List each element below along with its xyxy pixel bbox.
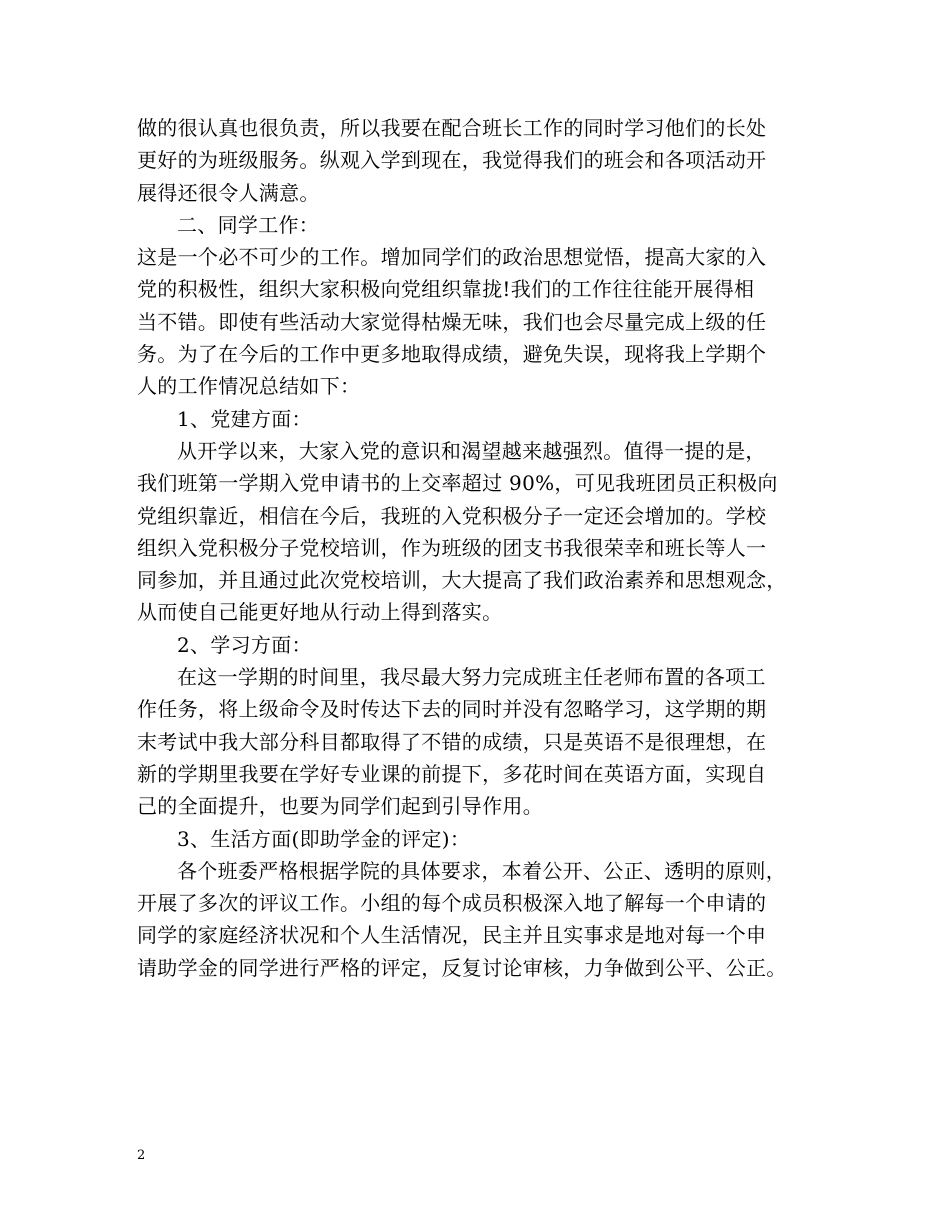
document-body	[137, 112, 827, 984]
text-line: 末考试中我大部分科目都取得了不错的成绩，只是英语不是很理想，在	[137, 729, 767, 754]
text-line: 务。为了在今后的工作中更多地取得成绩，避免失误，现将我上学期个	[137, 342, 767, 367]
text-line: 当不错。即使有些活动大家觉得枯燥无味，我们也会尽量完成上级的任	[137, 309, 767, 334]
text-line: 人的工作情况总结如下：	[137, 374, 361, 399]
text-line: 作任务，将上级命令及时传达下去的同时并没有忽略学习，这学期的期	[137, 697, 767, 722]
text-line: 同参加，并且通过此次党校培训，大大提高了我们政治素养和思想观念，	[137, 568, 787, 593]
text-line: 组织入党积极分子党校培训，作为班级的团支书我很荣幸和班长等人一	[137, 535, 767, 560]
text-line: 从而使自己能更好地从行动上得到落实。	[137, 600, 503, 625]
text-line: 开展了多次的评议工作。小组的每个成员积极深入地了解每一个申请的	[137, 891, 767, 916]
text-line: 请助学金的同学进行严格的评定，反复讨论审核，力争做到公平、公正。	[137, 955, 787, 980]
text-line: 这是一个必不可少的工作。增加同学们的政治思想觉悟，提高大家的入	[137, 245, 767, 270]
text-line: 新的学期里我要在学好专业课的前提下，多花时间在英语方面，实现自	[137, 761, 767, 786]
text-line: 我们班第一学期入党申请书的上交率超过 90%，可见我班团员正积极向	[137, 471, 778, 496]
text-line: 更好的为班级服务。纵观入学到现在，我觉得我们的班会和各项活动开	[137, 148, 767, 173]
text-line: 己的全面提升，也要为同学们起到引导作用。	[137, 794, 543, 819]
text-line: 党组织靠近，相信在今后，我班的入党积极分子一定还会增加的。学校	[137, 503, 767, 528]
text-line: 各个班委严格根据学院的具体要求，本着公开、公正、透明的原则，	[177, 858, 786, 883]
text-line: 从开学以来，大家入党的意识和渴望越来越强烈。值得一提的是，	[177, 438, 766, 463]
text-line: 二、同学工作：	[177, 212, 320, 237]
text-line: 展得还很令人满意。	[137, 180, 320, 205]
text-line: 做的很认真也很负责，所以我要在配合班长工作的同时学习他们的长处	[137, 116, 767, 140]
text-line: 同学的家庭经济状况和个人生活情况，民主并且实事求是地对每一个申	[137, 923, 767, 948]
text-line: 1、党建方面：	[177, 406, 312, 431]
text-line: 2、学习方面：	[177, 632, 312, 657]
text-line: 党的积极性，组织大家积极向党组织靠拢!我们的工作往往能开展得相	[137, 277, 755, 302]
text-line: 在这一学期的时间里，我尽最大努力完成班主任老师布置的各项工	[177, 665, 766, 690]
page-number: 2	[137, 1148, 146, 1163]
text-line: 3、生活方面(即助学金的评定)：	[177, 826, 471, 851]
